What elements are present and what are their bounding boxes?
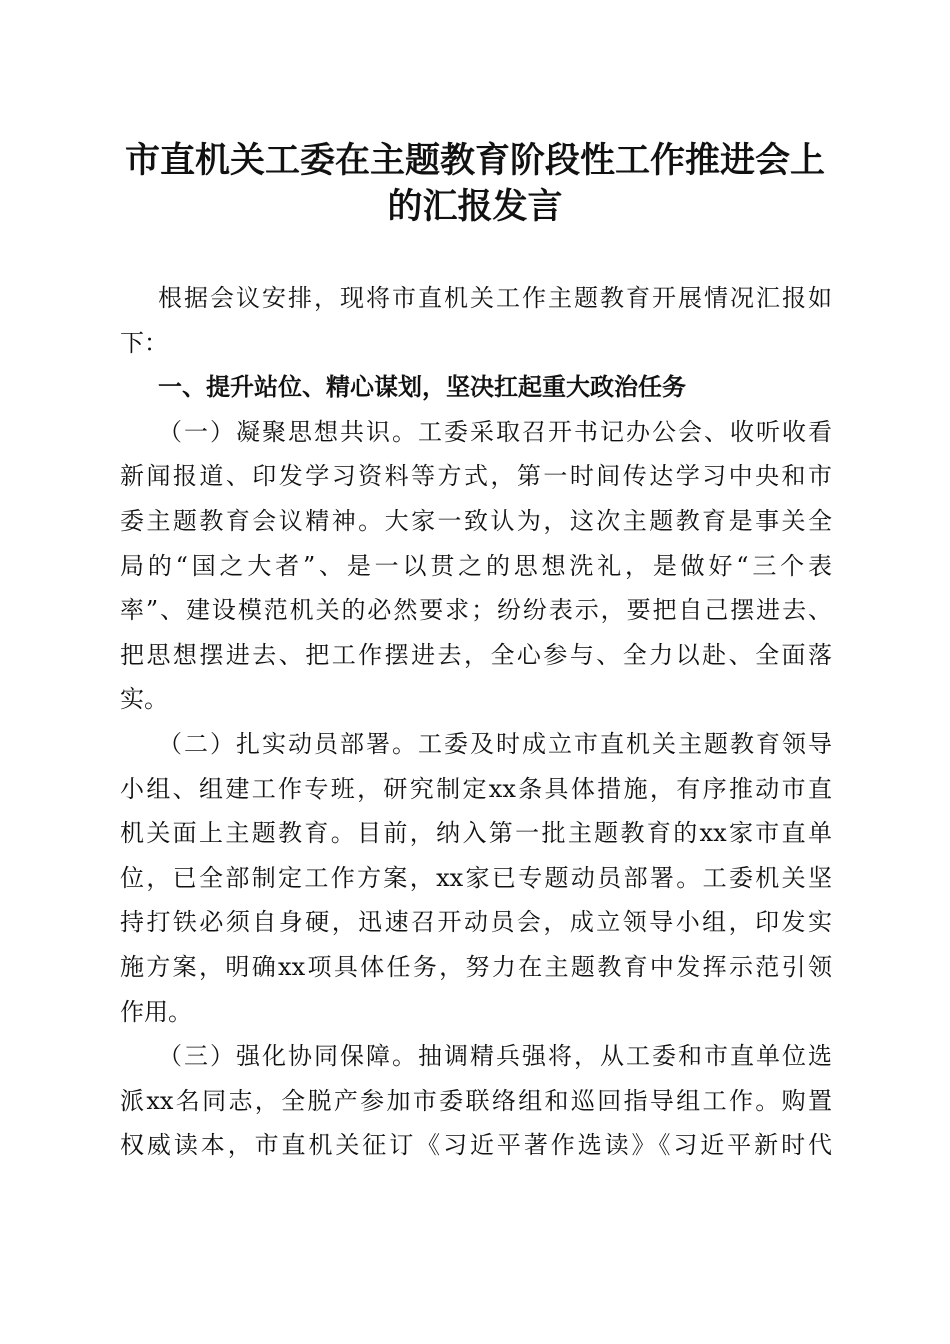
paragraph-1 — [120, 410, 832, 722]
title-line-2: 的汇报发言 — [387, 186, 563, 227]
text-line: （三）强化协同保障。抽调精兵强将，从工委和市直单位选 — [158, 1042, 832, 1071]
text-line: 下： — [120, 328, 168, 357]
text-line: 新闻报道、印发学习资料等方式，第一时间传达学习中央和市 — [120, 462, 832, 491]
text-line: （二）扎实动员部署。工委及时成立市直机关主题教育领导 — [158, 729, 832, 758]
text-line: 持打铁必须自身硬，迅速召开动员会，成立领导小组，印发实 — [120, 908, 832, 937]
paragraph-2 — [120, 722, 832, 1034]
text-line: 率”、建设模范机关的必然要求；纷纷表示，要把自己摆进去、 — [120, 596, 832, 625]
text-line: 根据会议安排，现将市直机关工作主题教育开展情况汇报如 — [158, 284, 832, 312]
text-line: （一）凝聚思想共识。工委采取召开书记办公会、收听收看 — [158, 417, 832, 446]
text-line: 位，已全部制定工作方案，xx家已专题动员部署。工委机关坚 — [120, 863, 832, 892]
text-line: 把思想摆进去、把工作摆进去，全心参与、全力以赴、全面落 — [120, 640, 832, 669]
intro-paragraph — [120, 276, 832, 365]
document-body — [120, 276, 832, 1168]
text-line: 派xx名同志，全脱产参加市委联络组和巡回指导组工作。购置 — [120, 1086, 832, 1115]
text-line: 小组、组建工作专班，研究制定xx条具体措施，有序推动市直 — [120, 774, 832, 803]
text-line: 施方案，明确xx项具体任务，努力在主题教育中发挥示范引领 — [120, 952, 832, 981]
text-line: 权威读本，市直机关征订《习近平著作选读》《习近平新时代 — [120, 1131, 832, 1160]
text-line: 机关面上主题教育。目前，纳入第一批主题教育的xx家市直单 — [120, 819, 832, 848]
text-line: 委主题教育会议精神。大家一致认为，这次主题教育是事关全 — [120, 506, 832, 535]
text-line: 局的“国之大者”、是一以贯之的思想洗礼，是做好“三个表 — [120, 551, 832, 580]
text-line: 实。 — [120, 685, 168, 714]
paragraph-3 — [120, 1034, 832, 1168]
document-title — [0, 138, 950, 230]
section-heading: 一、提升站位、精心谋划，坚决扛起重大政治任务 — [158, 372, 686, 402]
title-line-1: 市直机关工委在主题教育阶段性工作推进会上 — [124, 140, 825, 181]
text-line: 作用。 — [120, 997, 192, 1026]
